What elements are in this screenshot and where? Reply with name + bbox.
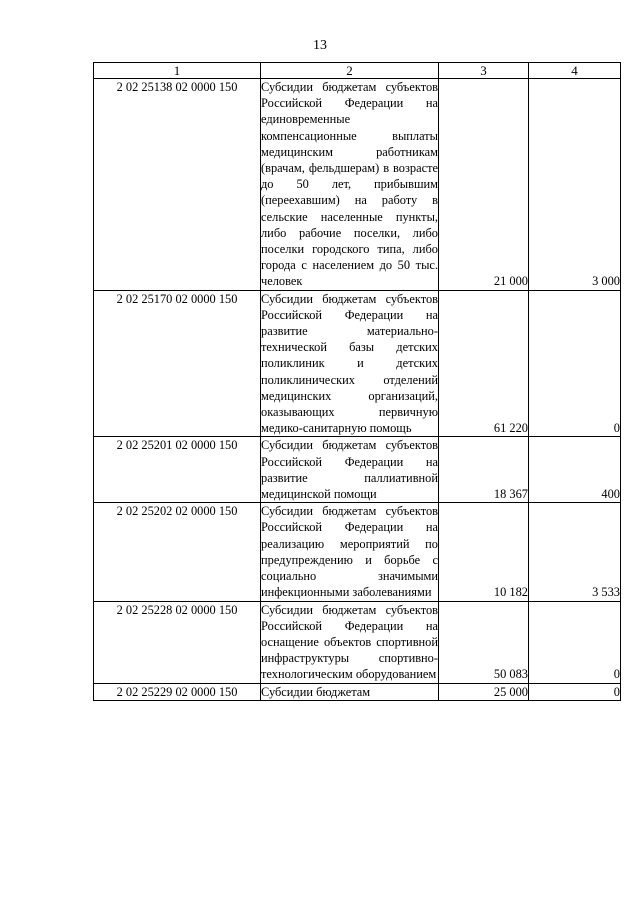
row-description: Субсидии бюджетам субъектов Российской Федерации на единовременные компенсационные выплаты медицинским работникам (врачам, фельдшерам) в возрасте до 50 лет, прибывшим (переехавшим) на работу в сельские населенные пункты, либо рабочие поселки, либо поселки городского типа, либо города с населением до 50 тыс. человек	[261, 80, 438, 289]
column-header-3: 3	[439, 63, 529, 79]
column-header-1: 1	[94, 63, 261, 79]
table-header-row	[94, 63, 621, 79]
row-description: Субсидии бюджетам субъектов Российской Федерации на развитие паллиативной медицинской помощи	[261, 438, 438, 502]
table-row	[94, 601, 621, 683]
column-header-4: 4	[529, 63, 621, 79]
amount-col4: 3 533	[529, 503, 621, 601]
amount-col4: 0	[529, 683, 621, 700]
amount-col4: 0	[529, 290, 621, 437]
table-row	[94, 683, 621, 700]
row-description: Субсидии бюджетам субъектов Российской Федерации на реализацию мероприятий по предупреждению и борьбе с социально значимыми инфекционными заболеваниями	[261, 504, 438, 600]
amount-col3: 25 000	[439, 683, 529, 700]
amount-col3: 18 367	[439, 437, 529, 503]
budget-code: 2 02 25201 02 0000 150	[94, 437, 261, 503]
table-row	[94, 290, 621, 437]
amount-col3: 21 000	[439, 79, 529, 291]
row-description: Субсидии бюджетам	[261, 683, 439, 700]
table-row	[94, 437, 621, 503]
amount-col3: 61 220	[439, 290, 529, 437]
page-number: 13	[313, 38, 327, 53]
amount-col4: 0	[529, 601, 621, 683]
budget-code: 2 02 25202 02 0000 150	[94, 503, 261, 601]
budget-code: 2 02 25170 02 0000 150	[94, 290, 261, 437]
budget-code: 2 02 25138 02 0000 150	[94, 79, 261, 291]
column-header-2: 2	[261, 63, 439, 79]
table-row	[94, 503, 621, 601]
amount-col3: 50 083	[439, 601, 529, 683]
row-description: Субсидии бюджетам субъектов Российской Федерации на развитие материально-технической базы детских поликлиник и детских поликлинических отделений медицинских организаций, оказывающих первичную медико-санитарную помощь	[261, 291, 438, 436]
budget-table	[93, 62, 621, 701]
amount-col3: 10 182	[439, 503, 529, 601]
amount-col4: 3 000	[529, 79, 621, 291]
row-description: Субсидии бюджетам субъектов Российской Федерации на оснащение объектов спортивной инфраструктуры спортивно-технологическим оборудованием	[261, 602, 438, 682]
amount-col4: 400	[529, 437, 621, 503]
budget-code: 2 02 25228 02 0000 150	[94, 601, 261, 683]
budget-code: 2 02 25229 02 0000 150	[94, 683, 261, 700]
table-row	[94, 79, 621, 291]
